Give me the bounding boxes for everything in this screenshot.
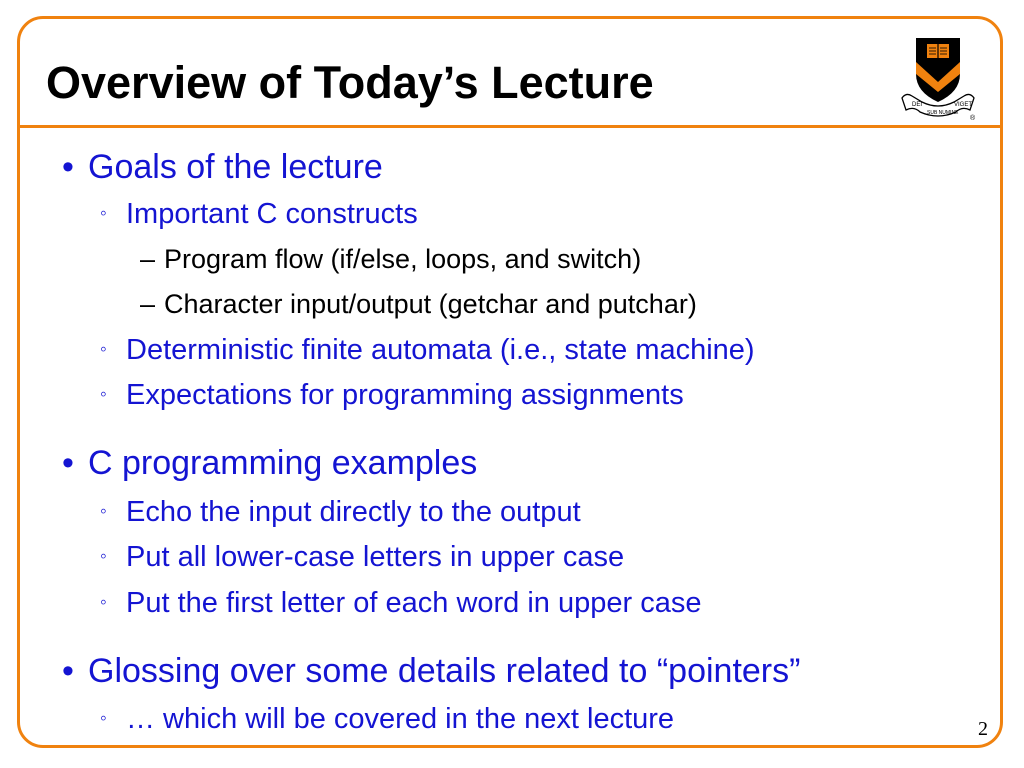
bullet-item-level3 [140,291,697,318]
bullet-marker: • [62,652,74,690]
bullet-text: Expectations for programming assignments [126,379,684,411]
bullet-text: C programming examples [88,444,478,482]
bullet-item-level2 [100,589,701,618]
page-number: 2 [978,718,988,740]
bullet-marker: ◦ [100,339,107,360]
bullet-text: Put the first letter of each word in upper case [126,587,702,619]
bullet-text: Goals of the lecture [88,148,383,186]
bullet-item-level2 [100,200,418,229]
motto-left: DEI [912,102,923,108]
motto-right: VIGET [954,102,973,108]
registered-mark: ® [970,115,976,122]
bullet-marker: • [62,148,74,186]
bullet-marker: ◦ [100,546,107,567]
bullet-item-level2 [100,705,674,734]
motto-center: SUB NUMINE [927,110,959,116]
bullet-marker: ◦ [100,592,107,613]
bullet-text: Program flow (if/else, loops, and switch) [164,244,642,274]
bullet-text: Deterministic finite automata (i.e., state machine) [126,334,755,366]
bullet-item-level1 [62,150,383,184]
bullet-item-level2 [100,543,624,572]
bullet-text: Echo the input directly to the output [126,496,581,528]
bullet-item-level2 [100,381,684,410]
bullet-marker: ◦ [100,384,107,405]
bullet-item-level2 [100,336,755,365]
slide-title: Overview of Today’s Lecture [46,57,654,108]
bullet-text: Glossing over some details related to “pointers” [88,652,801,690]
bullet-item-level1 [62,654,800,688]
bullet-marker: – [140,289,156,319]
bullet-item-level3 [140,246,641,273]
bullet-item-level2 [100,498,581,527]
bullet-marker: ◦ [100,203,107,224]
bullet-text: … which will be covered in the next lecture [126,703,675,735]
bullet-marker: ◦ [100,501,107,522]
bullet-marker: • [62,444,74,482]
bullet-marker: – [140,244,156,274]
bullet-item-level1 [62,446,477,480]
bullet-marker: ◦ [100,708,107,729]
bullet-text: Put all lower-case letters in upper case [126,541,625,573]
bullet-text: Important C constructs [126,198,418,230]
bullet-text: Character input/output (getchar and putchar) [164,289,697,319]
